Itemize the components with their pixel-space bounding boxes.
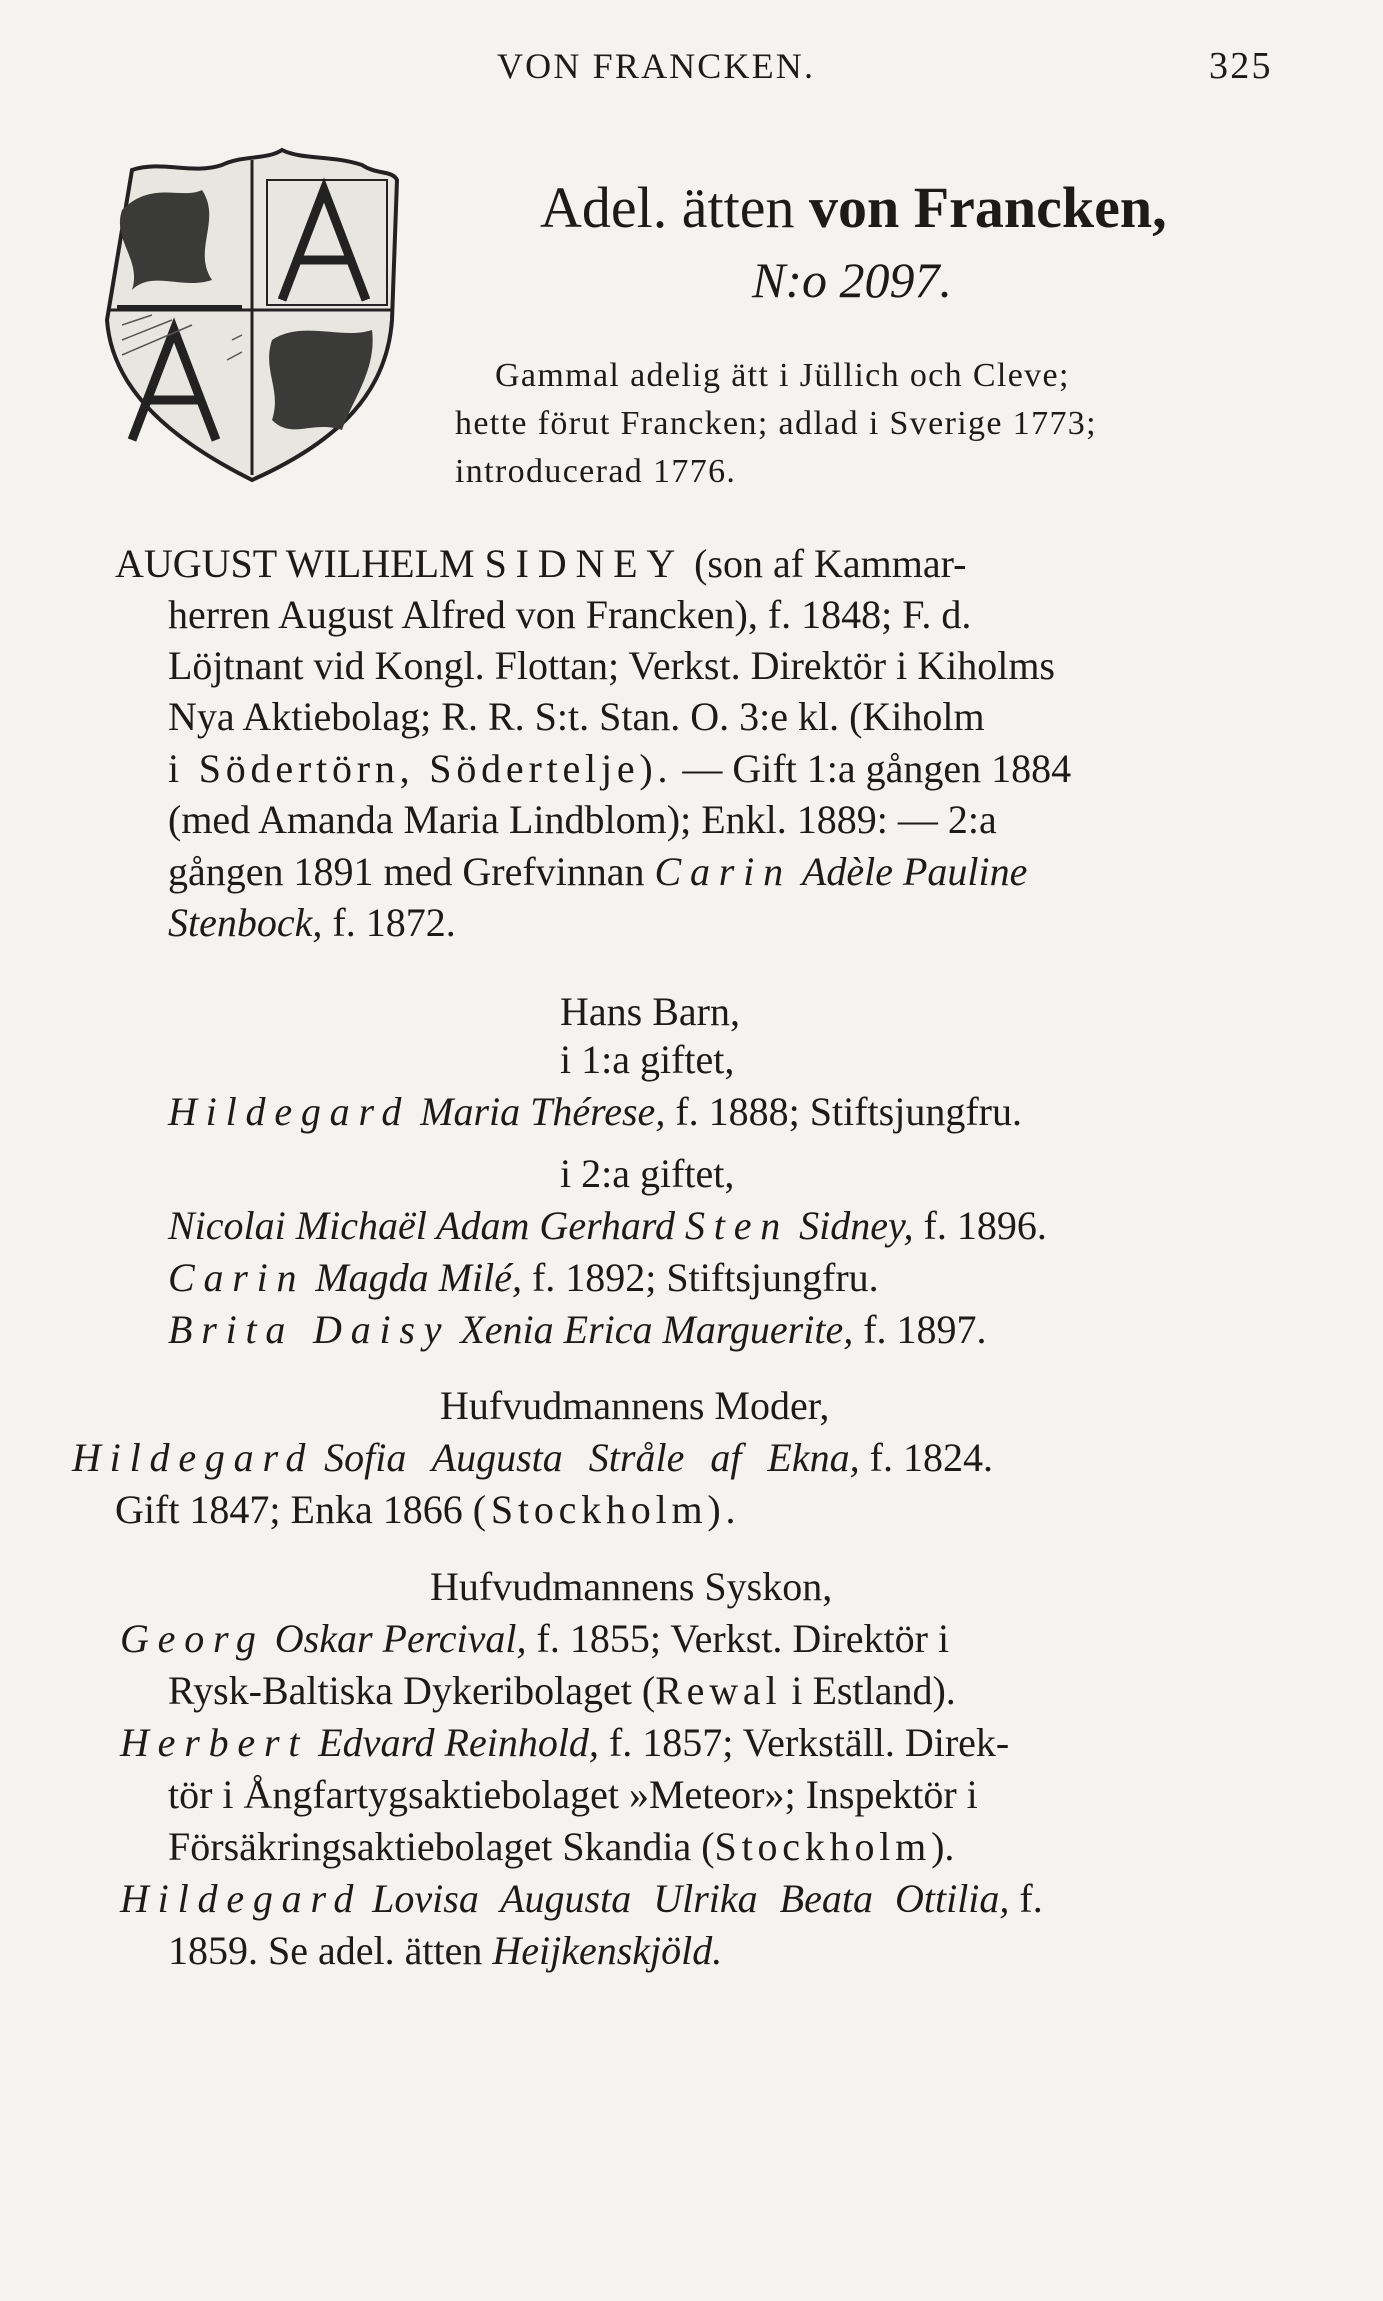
sibling-2-name-a: Herbert bbox=[120, 1720, 309, 1765]
family-number: N:o 2097. bbox=[752, 252, 952, 308]
coat-of-arms-icon bbox=[92, 140, 404, 485]
sibling-3-name-b: Lovisa Augusta Ulrika Beata Ottilia, bbox=[372, 1876, 1010, 1921]
child-4-rest: f. 1897. bbox=[863, 1307, 987, 1352]
mother-line-2a: Gift 1847; Enka 1866 bbox=[115, 1487, 463, 1532]
sibling-2 bbox=[120, 1719, 1009, 1767]
head-line-4: Nya Aktiebolag; R. R. S:t. Stan. O. 3:e kl. (Kiholm bbox=[168, 694, 985, 739]
running-title: VON FRANCKEN. bbox=[497, 46, 816, 86]
child-2-name-a: Nicolai Michaël Adam Gerhard bbox=[168, 1203, 675, 1248]
mother-name-a: Hildegard bbox=[72, 1435, 315, 1480]
head-line-7c: Adèle Pauline bbox=[801, 849, 1028, 894]
head-line-7b: Carin bbox=[654, 849, 792, 894]
mother-line-2 bbox=[115, 1486, 740, 1534]
sibling-1-l2c: i Estland). bbox=[791, 1668, 956, 1713]
sibling-2-line-2: tör i Ångfartygsaktiebolaget »Meteor»; Inspektör i bbox=[168, 1772, 978, 1817]
sibling-2-name-b: Edvard Reinhold, bbox=[318, 1720, 599, 1765]
head-line-6b: — 2:a bbox=[897, 797, 997, 842]
head-line-7 bbox=[168, 848, 1027, 896]
sibling-1-name-a: Georg bbox=[120, 1616, 265, 1661]
mother-name-rest: f. 1824. bbox=[869, 1435, 993, 1480]
sibling-1-rest: f. 1855; Verkst. Direktör i bbox=[536, 1616, 950, 1661]
intro-line-1: Gammal adelig ätt i Jüllich och Cleve; bbox=[495, 357, 1070, 394]
sibling-2-l3b: Stockholm bbox=[714, 1824, 932, 1869]
sibling-3-name-a: Hildegard bbox=[120, 1876, 363, 1921]
head-line-6 bbox=[168, 796, 997, 844]
child-3-rest: f. 1892; Stiftsjungfru. bbox=[531, 1255, 879, 1300]
children-sub-1: i 1:a giftet, bbox=[560, 1037, 735, 1082]
title-prefix: Adel. ätten bbox=[540, 175, 795, 240]
child-1-name-a: Hildegard bbox=[168, 1089, 411, 1134]
siblings-heading: Hufvudmannens Syskon, bbox=[430, 1564, 833, 1609]
head-line-5 bbox=[168, 745, 1071, 793]
child-1-name-b: Maria Thérese, bbox=[420, 1089, 666, 1134]
intro-line-2: hette förut Francken; adlad i Sverige 1773; bbox=[455, 405, 1097, 442]
child-2 bbox=[168, 1202, 1047, 1250]
sibling-3-l2a: 1859. Se adel. ätten bbox=[168, 1928, 483, 1973]
child-1 bbox=[168, 1088, 1022, 1136]
sibling-2-rest: f. 1857; Verkställ. Direk- bbox=[608, 1720, 1010, 1765]
child-4-name-b: Xenia Erica Marguerite, bbox=[460, 1307, 854, 1352]
child-2-name-b: Sten bbox=[685, 1203, 790, 1248]
title-line bbox=[540, 172, 1167, 244]
sibling-1-line-2 bbox=[168, 1667, 956, 1715]
head-line-8 bbox=[168, 899, 456, 947]
head-line-6a: (med Amanda Maria Lindblom); Enkl. 1889: bbox=[168, 797, 888, 842]
children-heading: Hans Barn, bbox=[560, 989, 740, 1034]
sibling-3-rest: f. bbox=[1019, 1876, 1043, 1921]
sibling-1-l2b: Rewal bbox=[655, 1668, 782, 1713]
head-line-2: herren August Alfred von Francken), f. 1848; F. d. bbox=[168, 592, 972, 637]
family-name: von Francken, bbox=[808, 175, 1167, 240]
child-2-name-c: Sidney, bbox=[799, 1203, 914, 1248]
child-4 bbox=[168, 1306, 987, 1354]
mother-heading: Hufvudmannens Moder, bbox=[440, 1383, 830, 1428]
child-3-name-a: Carin bbox=[168, 1255, 306, 1300]
head-line-1 bbox=[115, 540, 967, 588]
sibling-3 bbox=[120, 1875, 1043, 1923]
sibling-1-name-b: Oskar Percival, bbox=[274, 1616, 527, 1661]
head-line-3: Löjtnant vid Kongl. Flottan; Verkst. Direktör i Kiholms bbox=[168, 643, 1055, 688]
head-line-7a: gången 1891 med Grefvinnan bbox=[168, 849, 645, 894]
head-name-2: SIDNEY bbox=[484, 541, 685, 586]
sibling-2-l3a: Försäkringsaktiebolaget Skandia ( bbox=[168, 1824, 715, 1869]
children-sub-2: i 2:a giftet, bbox=[560, 1151, 735, 1196]
sibling-3-l2b: Heijkenskjöld. bbox=[492, 1928, 723, 1973]
head-line-8b: f. 1872. bbox=[332, 900, 456, 945]
head-line-5b: — Gift 1:a gången 1884 bbox=[682, 746, 1072, 791]
head-name-1: AUGUST WILHELM bbox=[115, 541, 475, 586]
head-line-5a: i Södertörn, Södertelje). bbox=[168, 746, 673, 791]
sibling-3-line-2 bbox=[168, 1927, 722, 1975]
sibling-1-l2a: Rysk-Baltiska Dykeribolaget ( bbox=[168, 1668, 656, 1713]
page-number: 325 bbox=[1209, 45, 1273, 87]
sibling-1 bbox=[120, 1615, 949, 1663]
sibling-2-l3c: ). bbox=[931, 1824, 955, 1869]
head-line-1-rest: (son af Kammar- bbox=[694, 541, 967, 586]
intro-line-3: introducerad 1776. bbox=[455, 453, 737, 490]
head-line-8a: Stenbock, bbox=[168, 900, 323, 945]
sibling-2-line-3 bbox=[168, 1823, 954, 1871]
mother-name-b: Sofia Augusta Stråle af Ekna, bbox=[324, 1435, 860, 1480]
child-1-rest: f. 1888; Stiftsjungfru. bbox=[675, 1089, 1022, 1134]
child-3 bbox=[168, 1254, 879, 1302]
child-3-name-b: Magda Milé, bbox=[315, 1255, 522, 1300]
mother-line-2b: (Stockholm). bbox=[472, 1487, 741, 1532]
mother-line-1 bbox=[72, 1434, 993, 1482]
child-2-rest: f. 1896. bbox=[923, 1203, 1047, 1248]
child-4-name-a: Brita Daisy bbox=[168, 1307, 451, 1352]
